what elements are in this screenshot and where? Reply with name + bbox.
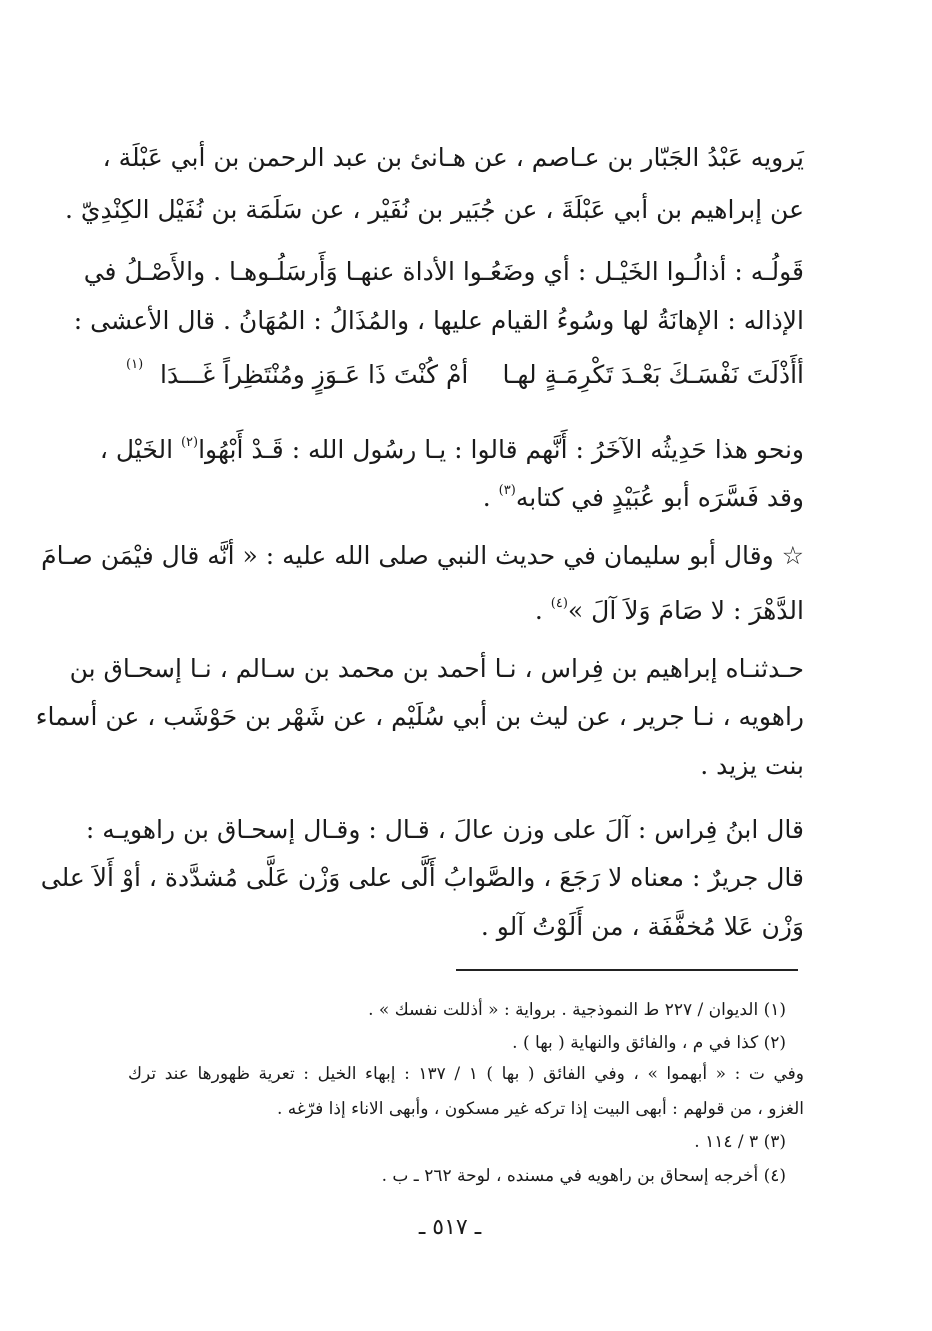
paragraph-6-line-2: قال جريرٌ : معناه لا رَجَعَ ، والصَّوابُ أَلَّى على وَزْن عَلَّى مُشدَّدة ، أوْ أَلاَ على: [40, 863, 804, 892]
paragraph-3-line-2: [128, 474, 804, 515]
footnote-marker-2: (٢): [180, 435, 199, 450]
paragraph-5-line-2: راهويه ، نـا جرير ، عن ليث بن أبي سُلَيْم ، عن شَهْر بن حَوْشَب ، عن أسماء: [35, 702, 804, 731]
footnote-2: (٢) كذا في م ، والفائق والنهاية ( بها ) .: [512, 1033, 786, 1053]
paragraph-5-line-1: حـدثنـاه إبراهيم بن فِراس ، نـا أحمد بن محمد بن سـالم ، نـا إسحـاق بن: [69, 654, 804, 683]
paragraph-3-line-1-end: الخَيْل ،: [99, 435, 181, 464]
paragraph-2-line-1: قَولُـه : أذالُـوا الخَيْـل : أي وضَعُـوا الأداة عنهـا وَأَرسَلُـوهـا . والأَصْـلُ في: [83, 257, 804, 286]
paragraph-3-line-2-text: وقد فَسَّرَه أبو عُبَيْدٍ في كتابه: [515, 483, 804, 512]
paragraph-1-line-2: عن إبراهيم بن أبي عَبْلَةَ ، عن جُبَير بن نُفَيْر ، عن سَلَمَة بن نُفَيْل الكِنْدِيّ .: [65, 195, 804, 224]
paragraph-4-line-2: [128, 587, 804, 628]
paragraph-6-line-1: قال ابنُ فِراس : آلَ على وزن عالَ ، قـال : وقـال إسحـاق بن راهويـه :: [85, 815, 804, 844]
paragraph-1-line-1: يَرويه عَبْدُ الجَبّار بن عـاصم ، عن هـانئ بن عبد الرحمن بن أبي عَبْلَة ،: [102, 143, 804, 172]
paragraph-3-line-1: [99, 426, 804, 467]
footnote-marker-3: (٣): [498, 483, 516, 498]
page-number: ـ ٥١٧ ـ: [418, 1215, 482, 1240]
paragraph-3-line-1-text: ونحو هذا حَدِيثُه الآخَرُ : أَنَّهم قالوا : يـا رسُول الله : قَـدْ أَبْهُوا: [198, 435, 804, 464]
footnote-marker-1: (١): [126, 357, 144, 372]
verse-hemistich-2: أمْ كُنْتَ ذَا عَـوَزٍ ومُنْتَظِراً غَـــدَا: [160, 360, 469, 389]
footnote-2-continuation-1: وفي ت : « أبهموا » ، وفي الفائق ( بها ) ١ / ١٣٧ : إبهاء الخيل : تعرية ظهورها عند ترك: [128, 1064, 804, 1084]
paragraph-3-line-2-end: .: [482, 483, 499, 512]
paragraph-4-line-2-text: الدَّهْرَ : لا صَامَ وَلاَ آلَ »: [567, 596, 804, 625]
paragraph-4-line-2-end: .: [534, 596, 551, 625]
footnote-4: (٤) أخرجه إسحاق بن راهويه في مسنده ، لوحة ٢٦٢ ـ ب .: [381, 1166, 786, 1186]
paragraph-2-line-2: الإذاله : الإهانَةُ لها وسُوءُ القيام عليها ، والمُذَالُ : المُهَانُ . قال الأعشى :: [73, 306, 804, 335]
footnote-2-continuation-2: الغزو ، من قولهم : أبهى البيت إذا تركه غير مسكون ، وأبهى الاناء إذا فرّغه .: [276, 1099, 804, 1119]
paragraph-6-line-3: وَزْن عَلا مُخفَّفَة ، من أَلَوْتُ آلو .: [480, 912, 804, 941]
paragraph-4-line-1: ☆ وقال أبو سليمان في حديث النبي صلى الله عليه : « أنَّه قال فيْمَن صـامَ: [41, 541, 804, 570]
footnote-3: (٣) ٣ / ١١٤ .: [694, 1132, 786, 1152]
verse-hemistich-1: أأَذْلَتَ نَفْسَـكَ بَعْـدَ تَكْرِمَـةٍ لهـا: [502, 360, 804, 389]
paragraph-5-line-3: بنت يزيد .: [700, 751, 804, 780]
footnote-marker-4: (٤): [550, 596, 568, 611]
footnote-1: (١) الديوان / ٢٢٧ ط النموذجية . برواية : « أذللت نفسك » .: [368, 1000, 786, 1020]
footnote-separator: [456, 969, 798, 971]
